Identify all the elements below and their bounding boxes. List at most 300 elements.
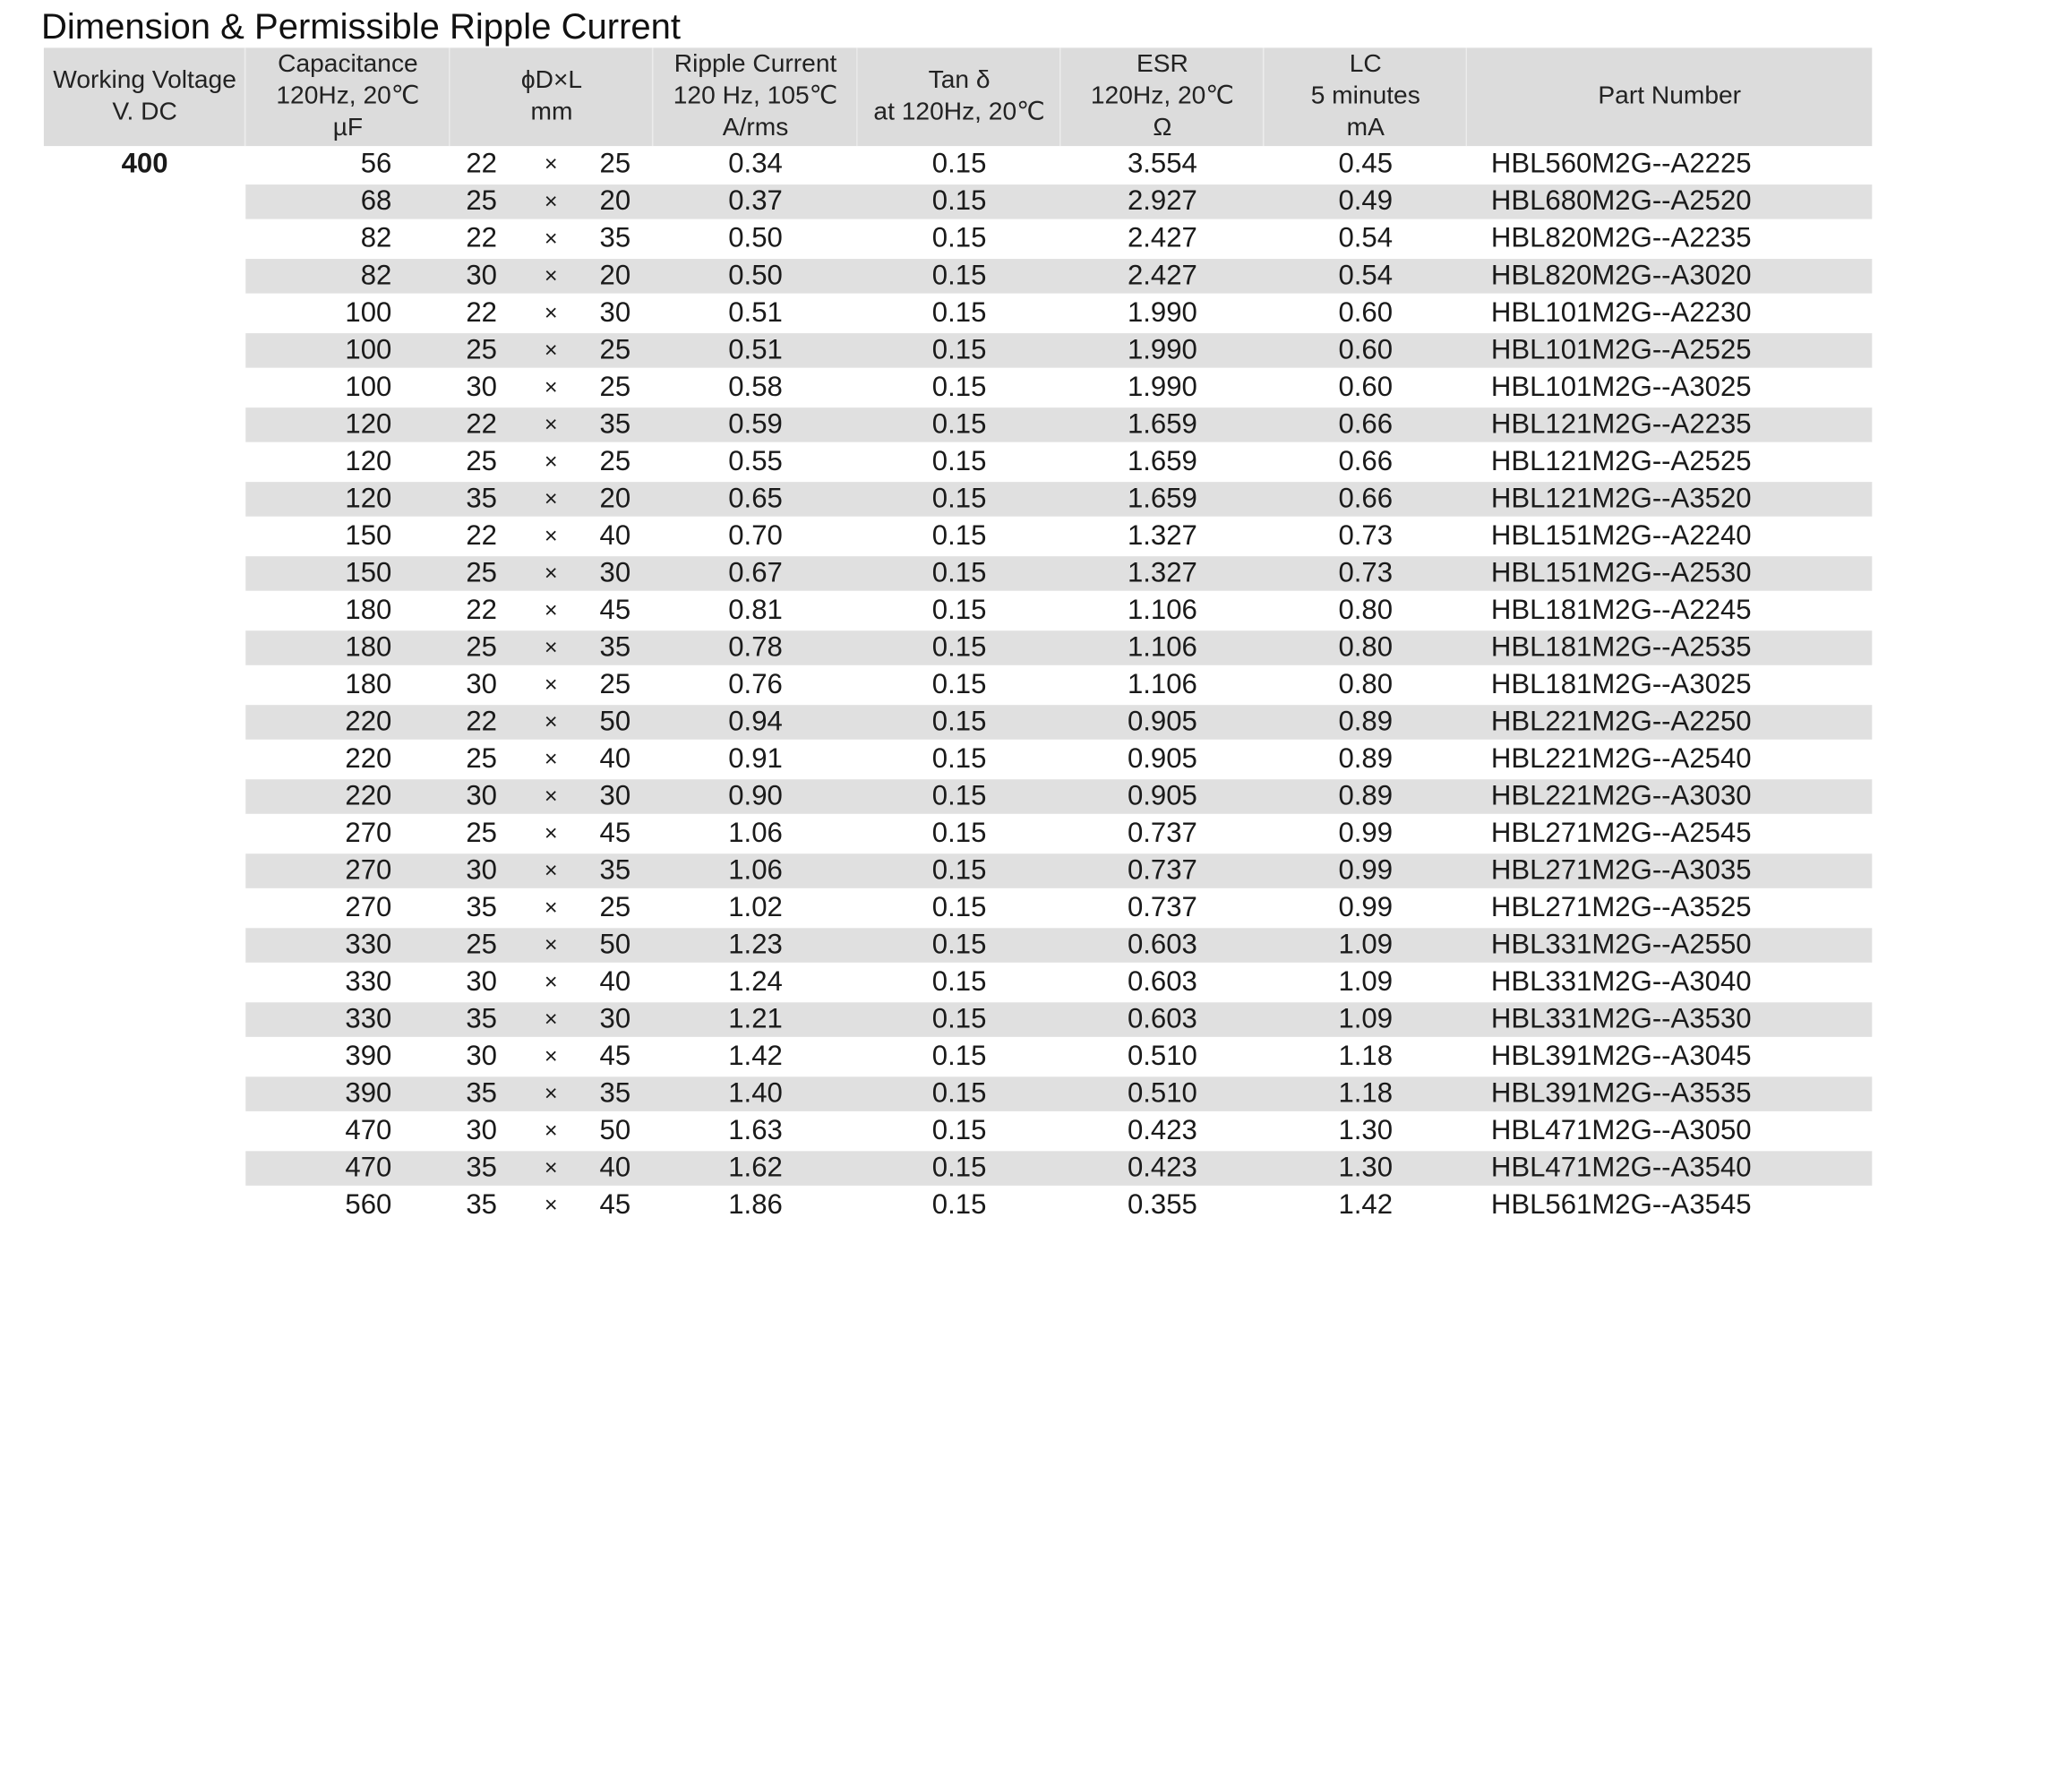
cell-leakage-current: 0.66 <box>1338 408 1394 440</box>
cell-diameter: 25 <box>466 929 497 960</box>
cell-leakage-current: 1.30 <box>1338 1152 1394 1183</box>
cell-esr: 0.603 <box>1127 929 1197 960</box>
cell-esr: 1.327 <box>1127 520 1197 552</box>
cell-ripple-current: 0.65 <box>728 483 783 514</box>
cell-esr: 1.106 <box>1127 669 1197 700</box>
cell-diameter: 22 <box>466 149 497 180</box>
cell-length: 25 <box>599 892 631 923</box>
cell-capacitance: 390 <box>345 1077 392 1109</box>
cell-part-number: HBL221M2G--A2250 <box>1490 706 1752 737</box>
cell-tan-delta: 0.15 <box>931 780 987 811</box>
table-row <box>44 889 1872 927</box>
cell-dimension-separator: × <box>544 300 558 326</box>
cell-tan-delta: 0.15 <box>931 1077 987 1109</box>
cell-working-voltage <box>44 778 245 816</box>
cell-working-voltage <box>44 1187 245 1224</box>
cell-ripple-current: 1.23 <box>728 929 783 960</box>
cell-tan-delta: 0.15 <box>931 929 987 960</box>
cell-diameter: 35 <box>466 1077 497 1109</box>
cell-length: 30 <box>599 297 631 329</box>
cell-length: 25 <box>599 446 631 477</box>
cell-tan-delta: 0.15 <box>931 595 987 626</box>
cell-capacitance: 270 <box>345 892 392 923</box>
cell-ripple-current: 0.34 <box>728 149 783 180</box>
cell-leakage-current: 0.99 <box>1338 818 1394 849</box>
cell-diameter: 25 <box>466 334 497 365</box>
cell-working-voltage <box>44 741 245 778</box>
cell-dimension-separator: × <box>544 931 558 957</box>
cell-capacitance: 470 <box>345 1152 392 1183</box>
cell-length: 30 <box>599 1003 631 1034</box>
cell-part-number: HBL121M2G--A3520 <box>1490 483 1752 514</box>
cell-capacitance: 68 <box>360 185 392 217</box>
cell-capacitance: 120 <box>345 408 392 440</box>
cell-leakage-current: 1.09 <box>1338 929 1394 960</box>
cell-working-voltage <box>44 927 245 965</box>
cell-tan-delta: 0.15 <box>931 1041 987 1072</box>
cell-esr: 0.905 <box>1127 743 1197 775</box>
cell-part-number: HBL561M2G--A3545 <box>1490 1189 1752 1221</box>
cell-dimension-separator: × <box>544 634 558 660</box>
cell-leakage-current: 0.99 <box>1338 892 1394 923</box>
cell-dimension-separator: × <box>544 895 558 921</box>
cell-capacitance: 220 <box>345 706 392 737</box>
table-row <box>44 332 1872 370</box>
cell-ripple-current: 0.78 <box>728 631 783 663</box>
cell-capacitance: 82 <box>360 260 392 291</box>
table-row <box>44 407 1872 444</box>
cell-diameter: 25 <box>466 446 497 477</box>
cell-capacitance: 180 <box>345 631 392 663</box>
cell-esr: 0.355 <box>1127 1189 1197 1221</box>
cell-part-number: HBL391M2G--A3535 <box>1490 1077 1752 1109</box>
cell-diameter: 25 <box>466 631 497 663</box>
cell-capacitance: 330 <box>345 966 392 998</box>
cell-leakage-current: 0.66 <box>1338 483 1394 514</box>
cell-length: 40 <box>599 743 631 775</box>
cell-length: 50 <box>599 1115 631 1146</box>
cell-esr: 2.927 <box>1127 185 1197 217</box>
cell-tan-delta: 0.15 <box>931 334 987 365</box>
cell-working-voltage <box>44 258 245 296</box>
cell-length: 30 <box>599 780 631 811</box>
cell-esr: 0.423 <box>1127 1115 1197 1146</box>
cell-working-voltage <box>44 1076 245 1113</box>
cell-part-number: HBL181M2G--A3025 <box>1490 669 1752 700</box>
table-row <box>44 258 1872 296</box>
cell-working-voltage <box>44 630 245 667</box>
cell-ripple-current: 0.37 <box>728 185 783 217</box>
cell-tan-delta: 0.15 <box>931 297 987 329</box>
cell-working-voltage <box>44 889 245 927</box>
cell-leakage-current: 0.60 <box>1338 334 1394 365</box>
cell-length: 45 <box>599 1041 631 1072</box>
cell-diameter: 22 <box>466 520 497 552</box>
cell-capacitance: 100 <box>345 372 392 403</box>
cell-esr: 3.554 <box>1127 149 1197 180</box>
cell-esr: 1.327 <box>1127 557 1197 588</box>
table-row <box>44 369 1872 407</box>
cell-tan-delta: 0.15 <box>931 260 987 291</box>
cell-ripple-current: 1.06 <box>728 854 783 886</box>
cell-capacitance: 220 <box>345 780 392 811</box>
cell-tan-delta: 0.15 <box>931 372 987 403</box>
cell-length: 40 <box>599 966 631 998</box>
cell-working-voltage <box>44 295 245 332</box>
cell-leakage-current: 0.73 <box>1338 557 1394 588</box>
cell-part-number: HBL391M2G--A3045 <box>1490 1041 1752 1072</box>
header-leakage-current: LC 5 minutes mA <box>1264 47 1467 146</box>
cell-part-number: HBL121M2G--A2235 <box>1490 408 1752 440</box>
cell-leakage-current: 0.60 <box>1338 297 1394 329</box>
cell-length: 35 <box>599 854 631 886</box>
table-row <box>44 1150 1872 1188</box>
cell-diameter: 30 <box>466 669 497 700</box>
cell-leakage-current: 0.99 <box>1338 854 1394 886</box>
cell-esr: 1.659 <box>1127 446 1197 477</box>
table-row <box>44 964 1872 1001</box>
cell-ripple-current: 1.86 <box>728 1189 783 1221</box>
cell-esr: 1.659 <box>1127 408 1197 440</box>
cell-capacitance: 180 <box>345 669 392 700</box>
cell-part-number: HBL271M2G--A2545 <box>1490 818 1752 849</box>
cell-part-number: HBL181M2G--A2535 <box>1490 631 1752 663</box>
cell-leakage-current: 0.89 <box>1338 706 1394 737</box>
cell-leakage-current: 1.09 <box>1338 1003 1394 1034</box>
cell-leakage-current: 1.30 <box>1338 1115 1394 1146</box>
cell-capacitance: 270 <box>345 854 392 886</box>
cell-part-number: HBL221M2G--A3030 <box>1490 780 1752 811</box>
cell-diameter: 25 <box>466 743 497 775</box>
table-header-row <box>44 47 1872 146</box>
cell-part-number: HBL181M2G--A2245 <box>1490 595 1752 626</box>
cell-dimension-separator: × <box>544 337 558 363</box>
cell-esr: 1.990 <box>1127 297 1197 329</box>
cell-diameter: 22 <box>466 223 497 254</box>
cell-tan-delta: 0.15 <box>931 743 987 775</box>
cell-ripple-current: 1.02 <box>728 892 783 923</box>
cell-ripple-current: 1.62 <box>728 1152 783 1183</box>
cell-dimension-separator: × <box>544 969 558 995</box>
cell-working-voltage <box>44 815 245 853</box>
cell-leakage-current: 0.60 <box>1338 372 1394 403</box>
cell-leakage-current: 0.89 <box>1338 743 1394 775</box>
cell-length: 35 <box>599 1077 631 1109</box>
cell-leakage-current: 1.09 <box>1338 966 1394 998</box>
cell-ripple-current: 0.91 <box>728 743 783 775</box>
cell-length: 50 <box>599 929 631 960</box>
table-row <box>44 853 1872 890</box>
cell-length: 40 <box>599 520 631 552</box>
table-row <box>44 1187 1872 1224</box>
cell-working-voltage <box>44 369 245 407</box>
cell-part-number: HBL151M2G--A2530 <box>1490 557 1752 588</box>
cell-esr: 1.106 <box>1127 595 1197 626</box>
cell-capacitance: 100 <box>345 334 392 365</box>
cell-ripple-current: 1.40 <box>728 1077 783 1109</box>
cell-length: 40 <box>599 1152 631 1183</box>
cell-diameter: 22 <box>466 706 497 737</box>
cell-length: 45 <box>599 595 631 626</box>
cell-length: 45 <box>599 818 631 849</box>
cell-capacitance: 560 <box>345 1189 392 1221</box>
cell-dimension-separator: × <box>544 708 558 734</box>
cell-working-voltage: 400 <box>121 149 168 180</box>
cell-capacitance: 220 <box>345 743 392 775</box>
cell-leakage-current: 0.80 <box>1338 631 1394 663</box>
ripple-current-table <box>44 47 1872 1223</box>
cell-tan-delta: 0.15 <box>931 520 987 552</box>
cell-part-number: HBL471M2G--A3050 <box>1490 1115 1752 1146</box>
cell-working-voltage <box>44 220 245 258</box>
header-working-voltage: Working Voltage V. DC <box>53 66 236 126</box>
cell-diameter: 30 <box>466 1115 497 1146</box>
cell-part-number: HBL101M2G--A3025 <box>1490 372 1752 403</box>
cell-ripple-current: 0.55 <box>728 446 783 477</box>
cell-dimension-separator: × <box>544 523 558 549</box>
cell-tan-delta: 0.15 <box>931 1003 987 1034</box>
cell-part-number: HBL331M2G--A3040 <box>1490 966 1752 998</box>
table-body <box>44 146 1872 1224</box>
cell-dimension-separator: × <box>544 449 558 475</box>
cell-length: 25 <box>599 149 631 180</box>
table-row <box>44 778 1872 816</box>
cell-ripple-current: 0.81 <box>728 595 783 626</box>
cell-working-voltage <box>44 555 245 593</box>
cell-dimension-separator: × <box>544 188 558 214</box>
cell-capacitance: 330 <box>345 929 392 960</box>
cell-ripple-current: 0.70 <box>728 520 783 552</box>
cell-leakage-current: 0.73 <box>1338 520 1394 552</box>
cell-leakage-current: 0.45 <box>1338 149 1394 180</box>
cell-leakage-current: 0.89 <box>1338 780 1394 811</box>
cell-diameter: 35 <box>466 483 497 514</box>
cell-working-voltage <box>44 1112 245 1150</box>
cell-part-number: HBL101M2G--A2525 <box>1490 334 1752 365</box>
cell-dimension-separator: × <box>544 1192 558 1218</box>
table-row <box>44 1038 1872 1076</box>
cell-working-voltage <box>44 964 245 1001</box>
cell-working-voltage <box>44 853 245 890</box>
cell-ripple-current: 0.51 <box>728 334 783 365</box>
cell-capacitance: 330 <box>345 1003 392 1034</box>
cell-dimension-separator: × <box>544 597 558 623</box>
cell-esr: 1.990 <box>1127 334 1197 365</box>
cell-part-number: HBL560M2G--A2225 <box>1490 149 1752 180</box>
cell-working-voltage <box>44 184 245 221</box>
cell-tan-delta: 0.15 <box>931 1152 987 1183</box>
cell-dimension-separator: × <box>544 672 558 698</box>
cell-capacitance: 150 <box>345 520 392 552</box>
table-row <box>44 518 1872 555</box>
cell-tan-delta: 0.15 <box>931 483 987 514</box>
cell-tan-delta: 0.15 <box>931 185 987 217</box>
cell-leakage-current: 0.80 <box>1338 595 1394 626</box>
cell-tan-delta: 0.15 <box>931 818 987 849</box>
cell-working-voltage <box>44 1001 245 1039</box>
header-tan-delta: Tan δ at 120Hz, 20℃ <box>858 47 1061 146</box>
cell-dimension-separator: × <box>544 485 558 511</box>
cell-leakage-current: 0.66 <box>1338 446 1394 477</box>
cell-diameter: 25 <box>466 818 497 849</box>
cell-part-number: HBL221M2G--A2540 <box>1490 743 1752 775</box>
cell-esr: 1.106 <box>1127 631 1197 663</box>
table-row <box>44 927 1872 965</box>
cell-ripple-current: 0.94 <box>728 706 783 737</box>
cell-capacitance: 270 <box>345 818 392 849</box>
cell-esr: 0.905 <box>1127 706 1197 737</box>
cell-dimension-separator: × <box>544 783 558 809</box>
cell-part-number: HBL331M2G--A3530 <box>1490 1003 1752 1034</box>
cell-part-number: HBL101M2G--A2230 <box>1490 297 1752 329</box>
cell-dimension-separator: × <box>544 1154 558 1180</box>
cell-capacitance: 82 <box>360 223 392 254</box>
cell-length: 45 <box>599 1189 631 1221</box>
cell-leakage-current: 1.42 <box>1338 1189 1394 1221</box>
cell-tan-delta: 0.15 <box>931 706 987 737</box>
cell-dimension-separator: × <box>544 151 558 177</box>
cell-diameter: 22 <box>466 297 497 329</box>
cell-tan-delta: 0.15 <box>931 892 987 923</box>
cell-esr: 0.905 <box>1127 780 1197 811</box>
cell-length: 20 <box>599 483 631 514</box>
table-row <box>44 741 1872 778</box>
cell-dimension-separator: × <box>544 1043 558 1069</box>
cell-leakage-current: 1.18 <box>1338 1041 1394 1072</box>
cell-length: 25 <box>599 372 631 403</box>
cell-working-voltage <box>44 443 245 481</box>
cell-leakage-current: 0.54 <box>1338 223 1394 254</box>
cell-dimension-separator: × <box>544 746 558 772</box>
cell-dimension-separator: × <box>544 820 558 846</box>
table-row <box>44 1076 1872 1113</box>
cell-leakage-current: 0.54 <box>1338 260 1394 291</box>
cell-dimension-separator: × <box>544 226 558 252</box>
cell-working-voltage <box>44 518 245 555</box>
cell-tan-delta: 0.15 <box>931 223 987 254</box>
cell-ripple-current: 0.51 <box>728 297 783 329</box>
cell-tan-delta: 0.15 <box>931 408 987 440</box>
cell-tan-delta: 0.15 <box>931 149 987 180</box>
cell-diameter: 25 <box>466 557 497 588</box>
cell-esr: 0.510 <box>1127 1041 1197 1072</box>
cell-diameter: 35 <box>466 1152 497 1183</box>
cell-tan-delta: 0.15 <box>931 631 987 663</box>
cell-dimension-separator: × <box>544 1118 558 1144</box>
cell-part-number: HBL271M2G--A3525 <box>1490 892 1752 923</box>
cell-part-number: HBL121M2G--A2525 <box>1490 446 1752 477</box>
cell-dimension-separator: × <box>544 857 558 883</box>
cell-length: 35 <box>599 408 631 440</box>
cell-ripple-current: 0.58 <box>728 372 783 403</box>
cell-ripple-current: 0.90 <box>728 780 783 811</box>
cell-leakage-current: 0.49 <box>1338 185 1394 217</box>
cell-capacitance: 150 <box>345 557 392 588</box>
cell-dimension-separator: × <box>544 262 558 288</box>
cell-capacitance: 470 <box>345 1115 392 1146</box>
page-title: Dimension & Permissible Ripple Current <box>40 6 682 47</box>
cell-diameter: 22 <box>466 408 497 440</box>
cell-esr: 0.603 <box>1127 1003 1197 1034</box>
table-row <box>44 815 1872 853</box>
cell-diameter: 30 <box>466 1041 497 1072</box>
cell-esr: 0.423 <box>1127 1152 1197 1183</box>
cell-part-number: HBL471M2G--A3540 <box>1490 1152 1752 1183</box>
cell-capacitance: 180 <box>345 595 392 626</box>
cell-ripple-current: 1.24 <box>728 966 783 998</box>
cell-part-number: HBL271M2G--A3035 <box>1490 854 1752 886</box>
cell-working-voltage <box>44 704 245 742</box>
table-row <box>44 666 1872 704</box>
table-row <box>44 481 1872 519</box>
cell-esr: 0.737 <box>1127 818 1197 849</box>
cell-diameter: 30 <box>466 260 497 291</box>
cell-diameter: 30 <box>466 372 497 403</box>
cell-capacitance: 120 <box>345 446 392 477</box>
header-ripple-current: Ripple Current 120 Hz, 105℃ A/rms <box>653 47 857 146</box>
cell-ripple-current: 0.50 <box>728 223 783 254</box>
cell-working-voltage <box>44 1150 245 1188</box>
table-row <box>44 1112 1872 1150</box>
table-row <box>44 220 1872 258</box>
cell-working-voltage <box>44 666 245 704</box>
header-dimension: ϕD×L mm <box>450 47 654 146</box>
cell-diameter: 35 <box>466 1003 497 1034</box>
cell-dimension-separator: × <box>544 374 558 400</box>
cell-part-number: HBL331M2G--A2550 <box>1490 929 1752 960</box>
cell-working-voltage <box>44 407 245 444</box>
cell-diameter: 30 <box>466 780 497 811</box>
cell-esr: 0.603 <box>1127 966 1197 998</box>
cell-ripple-current: 0.59 <box>728 408 783 440</box>
cell-working-voltage <box>44 592 245 630</box>
cell-esr: 0.510 <box>1127 1077 1197 1109</box>
cell-tan-delta: 0.15 <box>931 966 987 998</box>
cell-esr: 0.737 <box>1127 854 1197 886</box>
cell-working-voltage <box>44 332 245 370</box>
cell-diameter: 22 <box>466 595 497 626</box>
cell-capacitance: 100 <box>345 297 392 329</box>
cell-ripple-current: 1.63 <box>728 1115 783 1146</box>
cell-part-number: HBL820M2G--A3020 <box>1490 260 1752 291</box>
table-row <box>44 295 1872 332</box>
cell-length: 30 <box>599 557 631 588</box>
cell-diameter: 35 <box>466 892 497 923</box>
cell-esr: 1.659 <box>1127 483 1197 514</box>
cell-capacitance: 56 <box>360 149 392 180</box>
cell-length: 20 <box>599 260 631 291</box>
table-row <box>44 704 1872 742</box>
cell-tan-delta: 0.15 <box>931 1115 987 1146</box>
cell-capacitance: 390 <box>345 1041 392 1072</box>
cell-part-number: HBL151M2G--A2240 <box>1490 520 1752 552</box>
cell-esr: 2.427 <box>1127 260 1197 291</box>
cell-diameter: 30 <box>466 854 497 886</box>
table-row <box>44 184 1872 221</box>
cell-length: 35 <box>599 223 631 254</box>
cell-part-number: HBL680M2G--A2520 <box>1490 185 1752 217</box>
cell-dimension-separator: × <box>544 411 558 437</box>
cell-length: 50 <box>599 706 631 737</box>
cell-length: 25 <box>599 334 631 365</box>
table-row <box>44 555 1872 593</box>
cell-tan-delta: 0.15 <box>931 446 987 477</box>
cell-tan-delta: 0.15 <box>931 1189 987 1221</box>
header-esr: ESR 120Hz, 20℃ Ω <box>1061 47 1265 146</box>
cell-leakage-current: 1.18 <box>1338 1077 1394 1109</box>
cell-ripple-current: 1.42 <box>728 1041 783 1072</box>
cell-ripple-current: 1.06 <box>728 818 783 849</box>
